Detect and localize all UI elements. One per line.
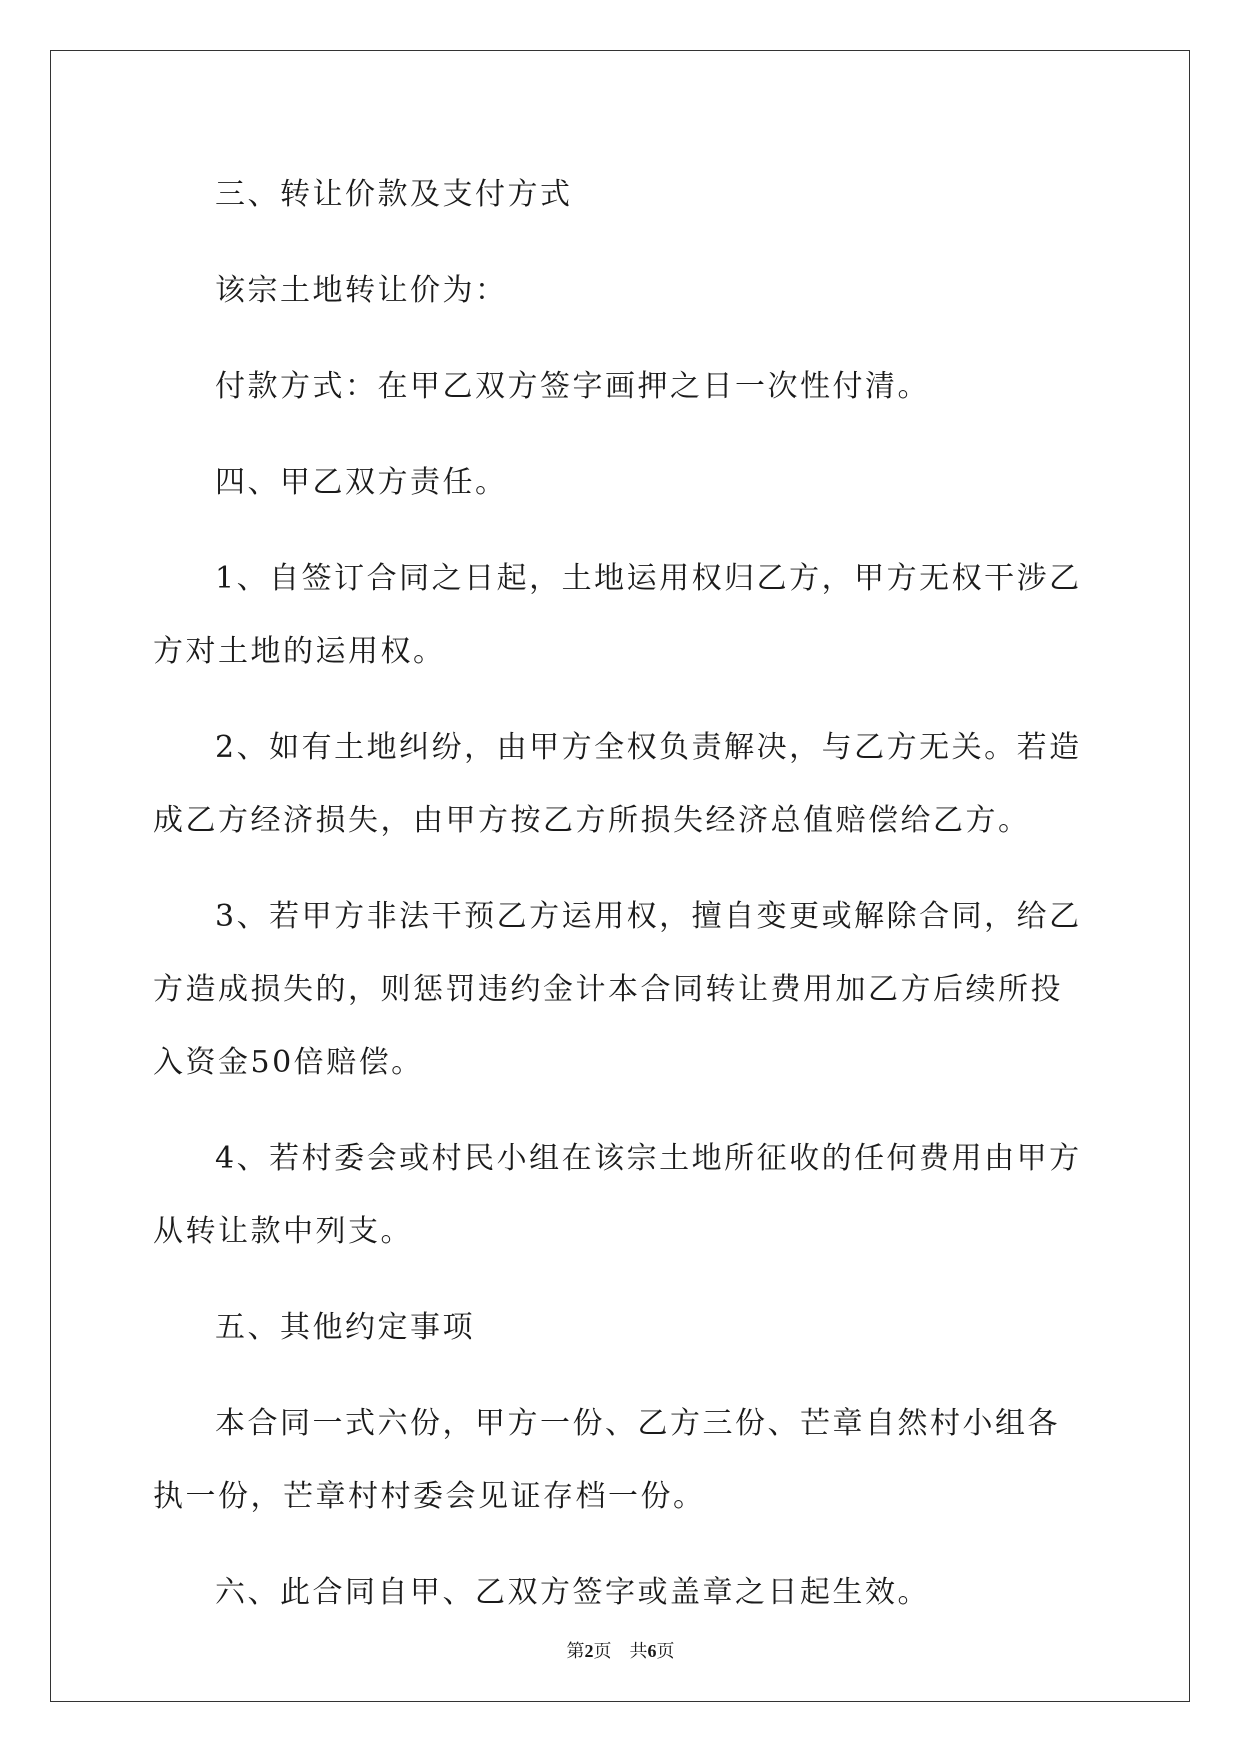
clause-2: 2、如有土地纠纷，由甲方全权负责解决，与乙方无关。若造成乙方经济损失，由甲方按乙方所损失经济总值赔偿给乙方。	[153, 730, 1082, 838]
document-body	[153, 158, 1088, 1652]
section-heading-responsibilities: 四、甲乙双方责任。	[215, 465, 508, 500]
clause-3: 3、若甲方非法干预乙方运用权，擅自变更或解除合同，给乙方造成损失的，则惩罚违约金计本合同转让费用加乙方后续所投入资金50倍赔偿。	[153, 899, 1082, 1080]
section-heading-other: 五、其他约定事项	[215, 1310, 475, 1345]
page-total: 6	[647, 1641, 657, 1661]
total-prefix: 共	[629, 1641, 648, 1661]
page-current: 2	[584, 1641, 594, 1661]
page-suffix: 页	[593, 1641, 612, 1661]
page-prefix: 第	[566, 1641, 585, 1661]
clause-4: 4、若村委会或村民小组在该宗土地所征收的任何费用由甲方从转让款中列支。	[153, 1141, 1082, 1249]
paragraph-transfer-price: 该宗土地转让价为：	[215, 273, 508, 308]
total-suffix: 页	[656, 1641, 675, 1661]
section-heading-price: 三、转让价款及支付方式	[215, 177, 573, 212]
clause-1: 1、自签订合同之日起，土地运用权归乙方，甲方无权干涉乙方对土地的运用权。	[153, 561, 1082, 669]
paragraph-copies: 本合同一式六份，甲方一份、乙方三份、芒章自然村小组各执一份，芒章村村委会见证存档一份。	[153, 1406, 1060, 1514]
page-footer	[0, 1640, 1241, 1662]
paragraph-effective: 六、此合同自甲、乙双方签字或盖章之日起生效。	[215, 1575, 930, 1610]
paragraph-payment-method: 付款方式：在甲乙双方签字画押之日一次性付清。	[215, 369, 930, 404]
